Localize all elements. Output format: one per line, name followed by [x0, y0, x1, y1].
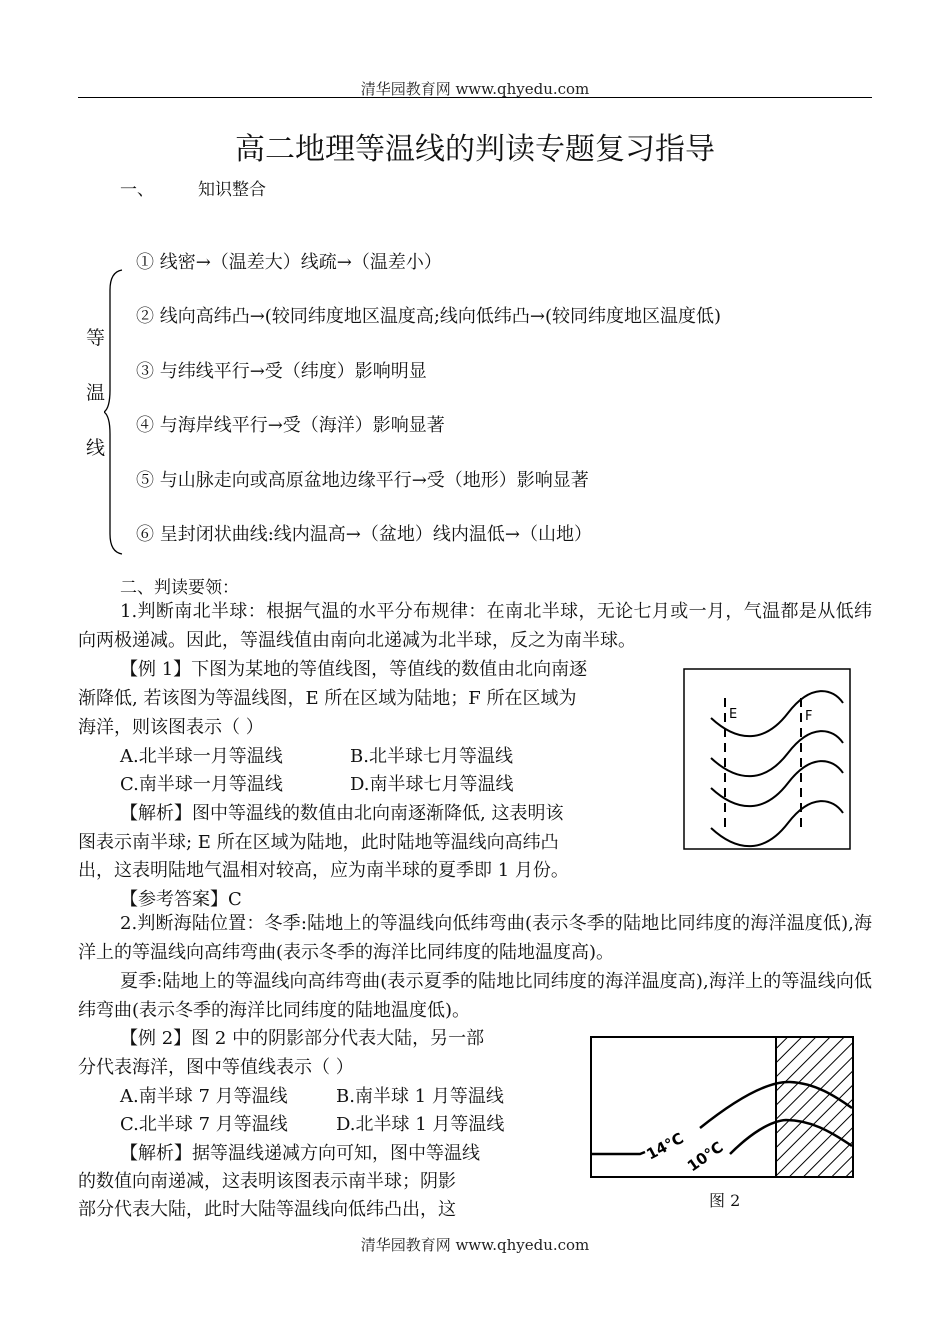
brace-label-char: 温 [86, 382, 106, 404]
example-2-option-d: D.北半球 1 月等温线 [336, 1114, 505, 1135]
figure-1-isoline-map [683, 668, 851, 850]
example-2-option-c: C.北半球 7 月等温线 [120, 1114, 288, 1135]
example-1-option-d: D.南半球七月等温线 [350, 774, 514, 795]
example-2-analysis: 部分代表大陆，此时大陆等温线向低纬凸出，这 [78, 1199, 456, 1220]
example-1-line: 渐降低, 若该图为等温线图，E 所在区域为陆地；F 所在区域为 [78, 688, 577, 709]
curly-brace [104, 268, 124, 556]
header-rule [78, 97, 872, 98]
figure-2-caption: 图 2 [709, 1191, 741, 1210]
example-2-line: 分代表海洋，图中等值线表示（ ） [78, 1057, 354, 1078]
example-1-analysis: 图表示南半球; E 所在区域为陆地，此时陆地等温线向高纬凸 [78, 832, 559, 853]
knowledge-item: ④ 与海岸线平行→受（海洋）影响显著 [136, 415, 445, 436]
paragraph-land-sea-summer: 夏季:陆地上的等温线向高纬弯曲(表示夏季的陆地比同纬度的海洋温度高),海洋上的等温线向低纬弯曲(表示冬季的海洋比同纬度的陆地温度低)。 [78, 971, 872, 1021]
label-f: F [805, 709, 813, 724]
example-1-option-b: B.北半球七月等温线 [350, 746, 513, 767]
knowledge-item: ② 线向高纬凸→(较同纬度地区温度高;线向低纬凸→(较同纬度地区温度低) [136, 306, 722, 327]
example-1-line: 海洋，则该图表示（ ） [78, 717, 264, 738]
knowledge-item: ③ 与纬线平行→受（纬度）影响明显 [136, 361, 427, 382]
label-14c: 14°C [643, 1129, 687, 1164]
brace-label-char: 线 [86, 437, 106, 459]
label-10c: 10°C [683, 1137, 727, 1176]
land-shaded-area [776, 1038, 852, 1176]
example-2-analysis: 【解析】据等温线递减方向可知，图中等温线 [120, 1143, 480, 1164]
example-1-option-c: C.南半球一月等温线 [120, 774, 283, 795]
figure-2-land-sea-map [590, 1036, 854, 1178]
paragraph-land-sea-winter: 2.判断海陆位置：冬季:陆地上的等温线向低纬弯曲(表示冬季的陆地比同纬度的海洋温度低),海洋上的等温线向高纬弯曲(表示冬季的海洋比同纬度的陆地温度高)。 [78, 913, 872, 963]
label-e: E [729, 707, 738, 722]
example-2-analysis: 的数值向南递减，这表明该图表示南半球；阴影 [78, 1171, 456, 1192]
example-1-line: 【例 1】下图为某地的等值线图，等值线的数值由北向南逐 [120, 659, 588, 680]
knowledge-item: ① 线密→（温差大）线疏→（温差小） [136, 252, 442, 273]
example-1-answer: 【参考答案】C [120, 889, 242, 910]
example-1-option-a: A.北半球一月等温线 [120, 746, 283, 767]
page-footer: 清华园教育网 www.qhyedu.com [360, 1236, 590, 1254]
isoline-14 [590, 1152, 645, 1154]
section-1-heading [120, 175, 266, 200]
example-1-analysis: 出，这表明陆地气温相对较高，应为南半球的夏季即 1 月份。 [78, 860, 569, 881]
example-2-option-a: A.南半球 7 月等温线 [120, 1086, 288, 1107]
brace-label-char: 等 [86, 327, 106, 349]
paragraph-hemisphere: 1.判断南北半球：根据气温的水平分布规律：在南北半球，无论七月或一月，气温都是从低纬向两极递减。因此，等温线值由南向北递减为北半球，反之为南半球。 [78, 601, 872, 651]
section-1-number: 一、 [120, 180, 154, 200]
page-title: 高二地理等温线的判读专题复习指导 [235, 132, 715, 167]
section-1-title: 知识整合 [198, 180, 266, 200]
knowledge-item: ⑤ 与山脉走向或高原盆地边缘平行→受（地形）影响显著 [136, 470, 589, 491]
example-2-line: 【例 2】图 2 中的阴影部分代表大陆，另一部 [120, 1028, 485, 1049]
example-1-analysis: 【解析】图中等温线的数值由北向南逐渐降低, 这表明该 [120, 803, 564, 824]
example-2-option-b: B.南半球 1 月等温线 [336, 1086, 504, 1107]
page-header: 清华园教育网 www.qhyedu.com [360, 80, 590, 98]
knowledge-item: ⑥ 呈封闭状曲线:线内温高→（盆地）线内温低→（山地） [136, 524, 592, 545]
section-2-heading: 二、判读要领： [120, 578, 239, 598]
